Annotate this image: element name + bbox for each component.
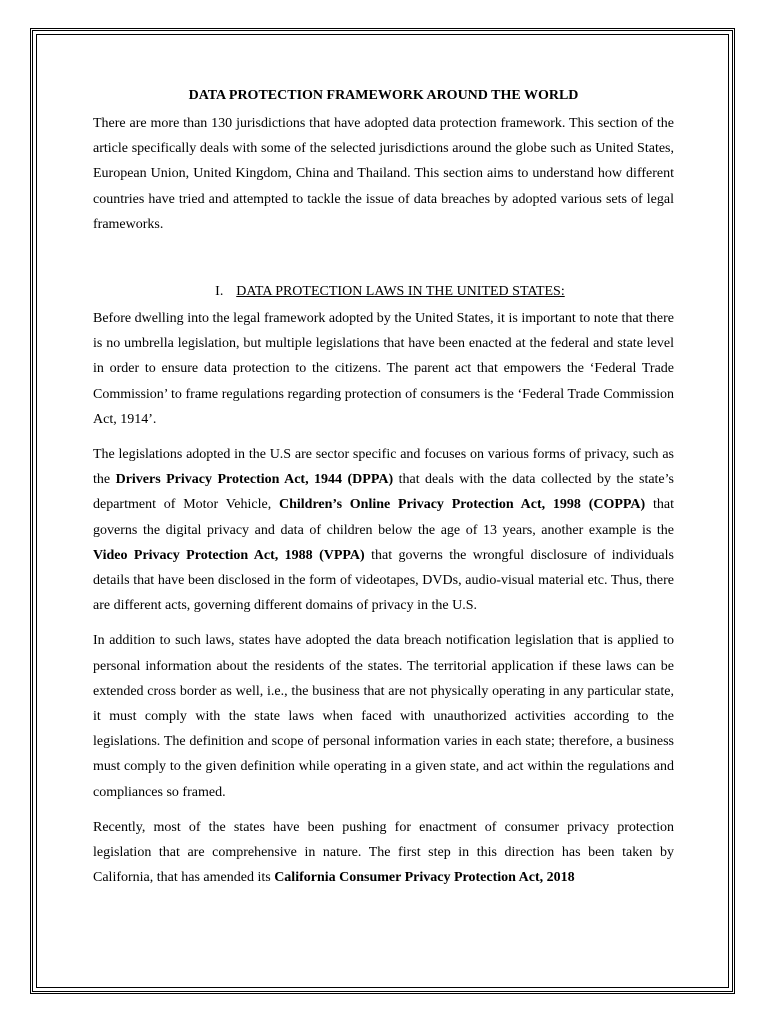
act-name-coppa: Children’s Online Privacy Protection Act, 1998 (COPPA): [279, 497, 646, 513]
act-name-vppa: Video Privacy Protection Act, 1988 (VPPA): [93, 547, 365, 563]
text-segment: Recently, most of the states have been pushing for enactment of consumer privacy protection legislation that are comprehensive in nature. The first step in this direction has been taken by California, that has amended its: [93, 819, 674, 886]
paragraph-framework: Before dwelling into the legal framework adopted by the United States, it is important to note that there is no umbrella legislation, but multiple legislations that have been enacted at the federal and state level in order to ensure data protection to the citizens. The parent act that empowers the ‘Federal Trade Commission’ to frame regulations regarding protection of consumers is the ‘Federal Trade Commission Act, 1914’.: [93, 311, 674, 427]
paragraph-sector-laws: [93, 442, 674, 618]
document-body: [93, 86, 674, 900]
text-segment: that governs the wrongful disclosure of individuals details that have been disclosed in the form of videotapes, DVDs, audio-visual material etc. Thus, there are different acts, governing different domains of privacy in the U.S.: [93, 547, 674, 614]
document-title: DATA PROTECTION FRAMEWORK AROUND THE WORLD: [188, 88, 579, 103]
section-heading-text: DATA PROTECTION LAWS IN THE UNITED STATES:: [236, 284, 565, 300]
paragraph-consumer-privacy: [93, 815, 674, 891]
paragraph-breach-notification: In addition to such laws, states have adopted the data breach notification legislation that is applied to personal information about the residents of the states. The territorial application if these laws can be extended cross border as well, i.e., the business that are not physically operating in any particular state, it must comply with the state laws when faced with unauthorized activities according to the legislations. The definition and scope of personal information varies in each state; therefore, a business must comply to the given definition while operating in a given state, and act within the regulations and compliances so framed.: [93, 633, 674, 800]
act-name-dppa: Drivers Privacy Protection Act, 1944 (DPPA): [115, 472, 394, 488]
text-segment: The legislations adopted in the U.S are sector specific and focuses on various forms of privacy, such as the: [93, 447, 674, 488]
text-segment: that governs the digital privacy and data of children below the age of 13 years, another example is the: [93, 497, 674, 538]
section-number: I.: [215, 284, 224, 300]
text-segment: that deals with the data collected by the state’s department of Motor Vehicle,: [93, 472, 674, 513]
act-name-ccpa: California Consumer Privacy Protection Act, 2018: [274, 870, 575, 886]
section-heading: [93, 279, 674, 304]
intro-paragraph: There are more than 130 jurisdictions that have adopted data protection framework. This section of the article specifically deals with some of the selected jurisdictions around the globe such as United States, European Union, United Kingdom, China and Thailand. This section aims to understand how different countries have tried and attempted to tackle the issue of data breaches by adopted various sets of legal frameworks.: [93, 116, 674, 232]
